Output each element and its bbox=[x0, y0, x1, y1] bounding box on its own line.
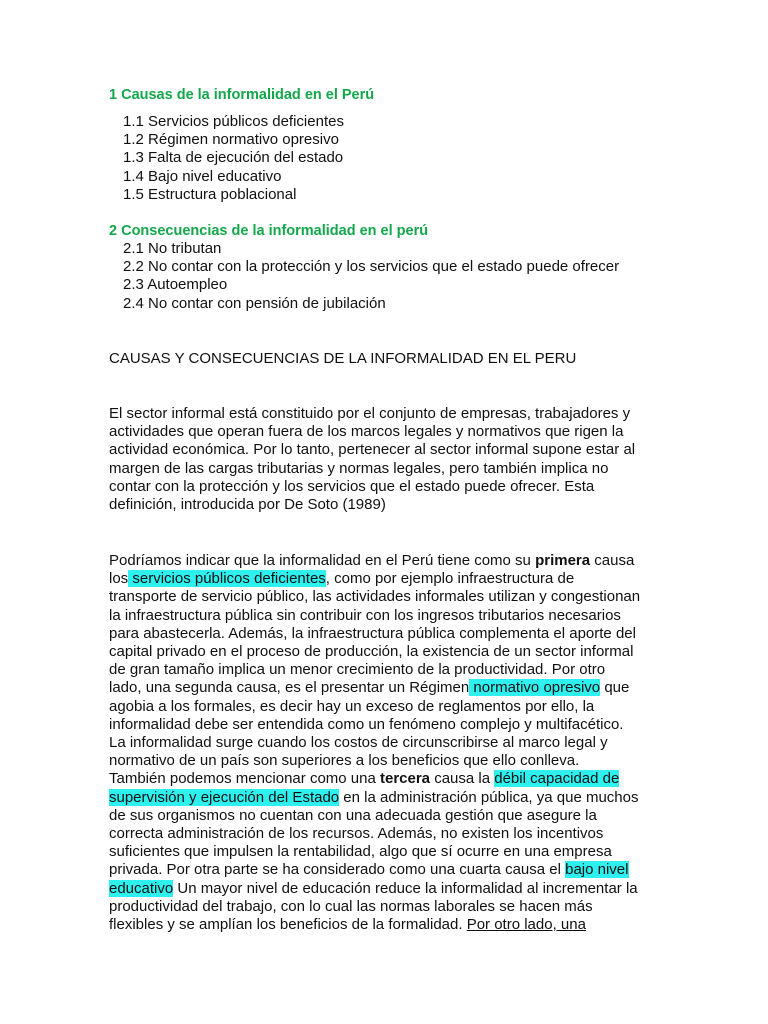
list-item: 1.1 Servicios públicos deficientes bbox=[123, 113, 344, 130]
paragraph-causes bbox=[109, 552, 669, 934]
highlighted-text: supervisión y ejecución del Estado bbox=[109, 788, 340, 806]
causes-list bbox=[123, 113, 344, 204]
text-run: privada. Por otra parte se ha considerado como una cuarta causa el bbox=[109, 861, 566, 879]
text-line bbox=[109, 861, 669, 879]
text-line: actividades que operan fuera de los marcos legales y normativos que rigen la bbox=[109, 423, 624, 441]
list-item: 2.2 No contar con la protección y los servicios que el estado puede ofrecer bbox=[123, 258, 620, 276]
list-item: 2.4 No contar con pensión de jubilación bbox=[123, 294, 386, 312]
highlighted-text: débil capacidad de bbox=[494, 770, 620, 788]
text-line bbox=[109, 789, 669, 807]
document-title: CAUSAS Y CONSECUENCIAS DE LA INFORMALIDAD EN EL PERU bbox=[109, 350, 577, 367]
list-item: 2.1 No tributan bbox=[123, 240, 222, 257]
list-item: 1.4 Bajo nivel educativo bbox=[123, 167, 282, 185]
text-line: margen de las cargas tributarias y normas legales, pero también implica no bbox=[109, 459, 609, 477]
text-line: actividad económica. Por lo tanto, pertenecer al sector informal supone estar al bbox=[109, 441, 636, 459]
text-line bbox=[109, 880, 669, 898]
text-run: que bbox=[600, 679, 630, 697]
highlighted-text: bajo nivel bbox=[565, 861, 629, 879]
text-line: correcta administración de los recursos. Además, no existen los incentivos bbox=[109, 825, 604, 843]
text-run: , como por ejemplo infraestructura de bbox=[325, 570, 575, 588]
highlighted-text: normativo opresivo bbox=[469, 679, 601, 697]
consequences-heading: 2 Consecuencias de la informalidad en el perú bbox=[109, 223, 429, 239]
causes-heading: 1 Causas de la informalidad en el Perú bbox=[109, 87, 375, 103]
consequences-list bbox=[123, 240, 619, 313]
text-line: informalidad debe ser entendida como un fenómeno complejo y multifacético. bbox=[109, 715, 624, 733]
list-item: 1.2 Régimen normativo opresivo bbox=[123, 131, 339, 149]
text-line: capital privado en el proceso de producción, la existencia de un sector informal bbox=[109, 643, 634, 661]
text-line: contar con la protección y los servicios que el estado puede ofrecer. Esta bbox=[109, 477, 595, 495]
text-line: agobia a los formales, es decir hay un exceso de reglamentos por ello, la bbox=[109, 697, 595, 715]
text-line bbox=[109, 552, 669, 570]
list-item: 1.5 Estructura poblacional bbox=[123, 185, 297, 203]
list-item: 2.3 Autoempleo bbox=[123, 276, 228, 294]
text-run: los bbox=[109, 570, 129, 588]
bold-text: tercera bbox=[379, 770, 431, 788]
bold-text: primera bbox=[535, 552, 591, 569]
text-line bbox=[109, 679, 669, 697]
text-line: la infraestructura pública sin contribuir con los ingresos tributarios necesarios bbox=[109, 606, 621, 624]
highlighted-text: educativo bbox=[109, 879, 174, 897]
paragraph-definition bbox=[109, 405, 669, 514]
text-run: Un mayor nivel de educación reduce la informalidad al incrementar la bbox=[173, 879, 638, 897]
text-line: productividad del trabajo, con lo cual las normas laborales se hacen más bbox=[109, 897, 593, 915]
text-line: La informalidad surge cuando los costos de circunscribirse al marco legal y bbox=[109, 734, 608, 752]
text-run: flexibles y se amplían los beneficios de la formalidad. bbox=[109, 916, 467, 934]
text-line: El sector informal está constituido por el conjunto de empresas, trabajadores y bbox=[109, 405, 631, 422]
text-line: de sus organismos no cuentan con una adecuada gestión que asegure la bbox=[109, 806, 597, 824]
text-run: en la administración pública, ya que muchos bbox=[339, 788, 639, 806]
text-line: de gran tamaño implica un menor crecimiento de la productividad. Por otro bbox=[109, 661, 606, 679]
underlined-text: Por otro lado, una bbox=[466, 916, 586, 934]
text-line: para abastecerla. Además, la infraestructura pública complementa el aporte del bbox=[109, 624, 636, 642]
text-line bbox=[109, 916, 669, 934]
text-line: suficientes que impulsen la rentabilidad, algo que sí ocurre en una empresa bbox=[109, 843, 612, 861]
text-run: Podríamos indicar que la informalidad en el Perú tiene como su bbox=[109, 552, 536, 569]
text-run: causa la bbox=[430, 770, 495, 788]
highlighted-text: servicios públicos deficientes bbox=[128, 570, 326, 588]
text-run: lado, una segunda causa, es el presentar un Régimen bbox=[109, 679, 470, 697]
text-line: transporte de servicio público, las actividades informales utilizan y congestionan bbox=[109, 588, 641, 606]
text-line: definición, introducida por De Soto (1989) bbox=[109, 496, 386, 514]
text-line bbox=[109, 570, 669, 588]
list-item: 1.3 Falta de ejecución del estado bbox=[123, 149, 344, 167]
text-run: También podemos mencionar como una bbox=[109, 770, 380, 788]
text-run: causa bbox=[590, 552, 635, 569]
text-line bbox=[109, 770, 669, 788]
text-line: normativo de un país son superiores a los beneficios que ello conlleva. bbox=[109, 752, 580, 770]
